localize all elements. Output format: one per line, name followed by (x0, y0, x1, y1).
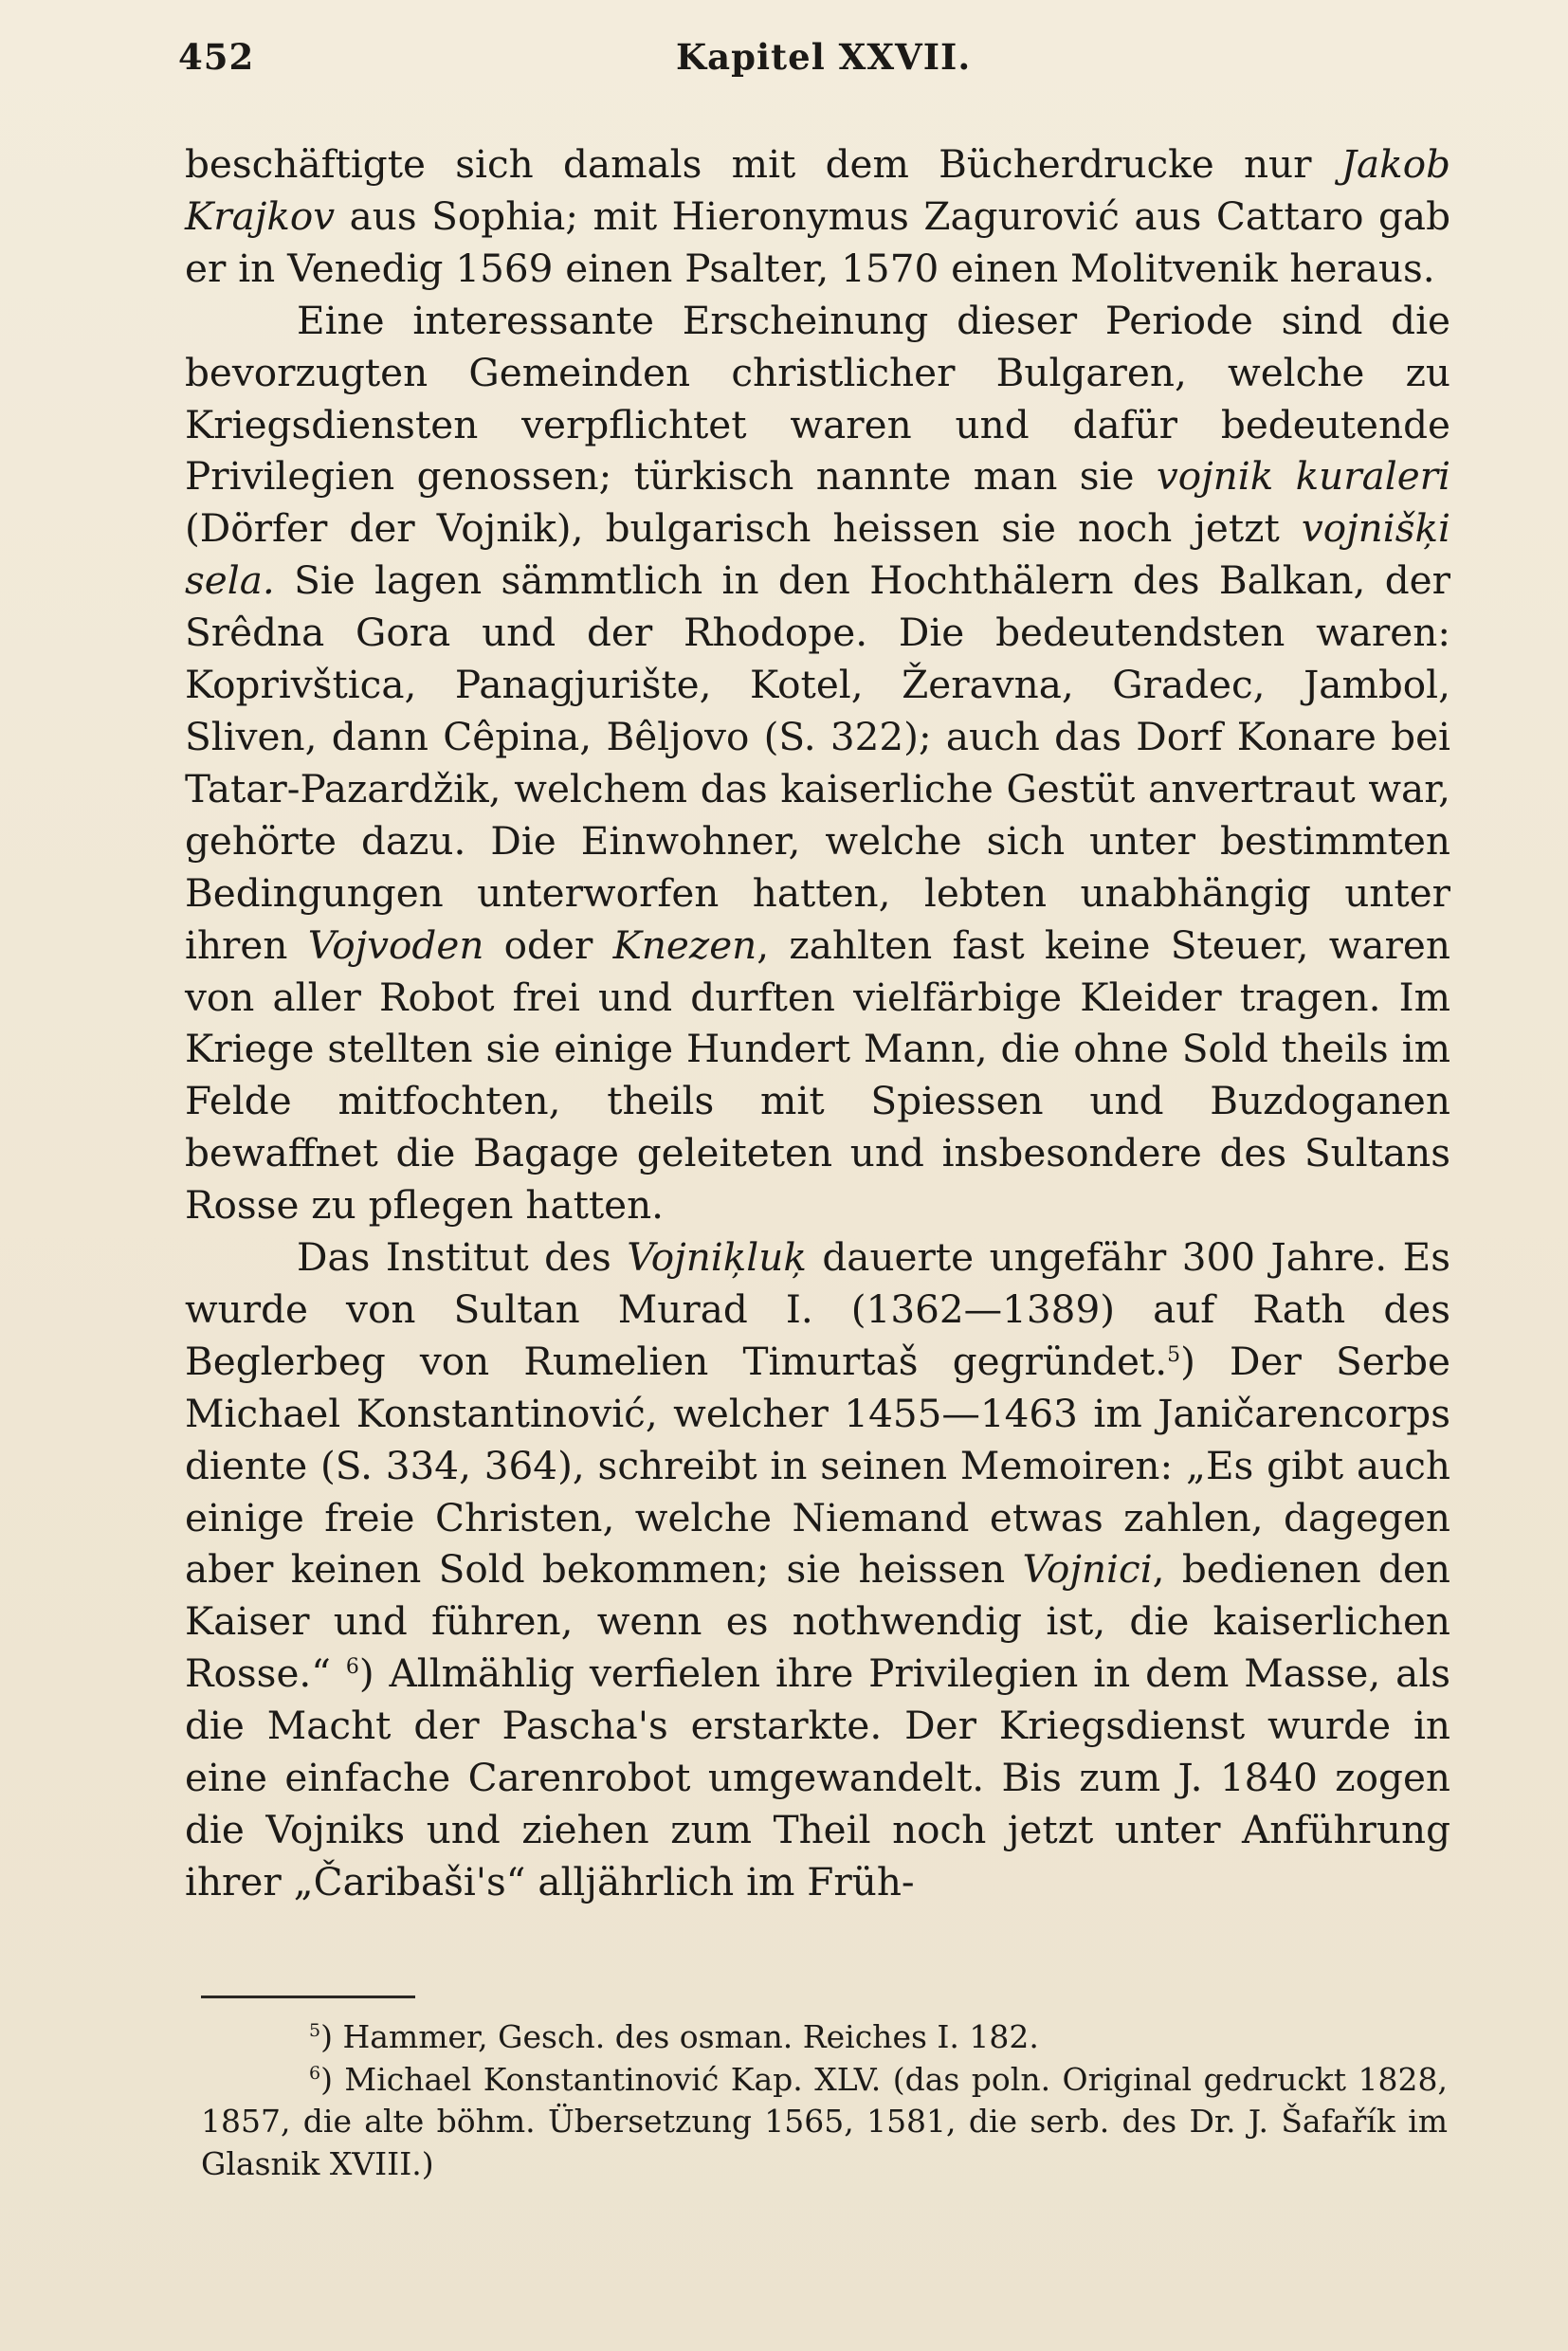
footnote-ref-6[interactable]: 6 (345, 1655, 359, 1680)
paragraph-1 (185, 138, 1450, 295)
page-number: 452 (178, 36, 255, 78)
paragraph-3 (185, 1231, 1450, 1908)
italic-term: vojnik kuraleri (1156, 453, 1450, 500)
footnote-mark: 5 (309, 2020, 321, 2041)
chapter-title: Kapitel XXVII. (676, 36, 972, 78)
italic-term: vojnišķi sela. (185, 505, 1450, 604)
text-run: aus Sophia; mit Hieronymus Zagurović aus Cattaro gab er in Venedig 1569 einen Psalter, 1570 einen Molitvenik heraus. (185, 192, 1450, 291)
text-run: , bedienen den Kaiser und führen, wenn es nothwendig ist, die kaiserlichen Rosse.“ (185, 1546, 1450, 1697)
footnotes (201, 2016, 1448, 2185)
footnote-6 (201, 2059, 1448, 2186)
paragraph-2 (185, 295, 1450, 1231)
italic-term: Vojniķluķ (627, 1234, 807, 1281)
body-text (185, 138, 1450, 1908)
italic-term: Vojvoden (307, 921, 484, 968)
text-run: Sie lagen sämmtlich in den Hochthälern des Balkan, der Srêdna Gora und der Rhodope. Die bedeutendsten waren: Koprivštica, Panagjurište, Kotel, Žeravna, Gradec, Jambol, Sliven, dann Cêpina, Bêljovo (S. 322); auch das Dorf Konare bei Tatar-Pazardžik, welchem das kaiserliche Gestüt anvertraut war, gehörte dazu. Die Einwohner, welche sich unter bestimmten Bedingungen unterworfen hatten, lebten unabhängig unter ihren (185, 557, 1450, 968)
footnote-ref-5[interactable]: 5 (1167, 1342, 1181, 1367)
footnote-divider (201, 1996, 415, 1998)
text-run: ) Allmählig verfielen ihre Privilegien in dem Masse, als die Macht der Pascha's erstarkte. Der Kriegsdienst wurde in eine einfache Carenrobot umgewandelt. Bis zum J. 1840 zogen die Vojniks und ziehen zum Theil noch jetzt unter Anführung ihrer „Čaribaši's“ alljährlich im Früh- (185, 1650, 1450, 1904)
text-run: Das Institut des (297, 1234, 628, 1281)
italic-term: Knezen (612, 921, 757, 968)
text-run: ) Der Serbe Michael Konstantinović, welcher 1455—1463 im Janičarencorps diente (S. 334, 364), schreibt in seinen Memoiren: „Es gibt auch einige freie Christen, welche Niemand etwas zahlen, dagegen aber keinen Sold bekommen; sie heissen (185, 1338, 1450, 1593)
footnote-text: ) Michael Konstantinović Kap. XLV. (das poln. Original gedruckt 1828, 1857, die alte böhm. Übersetzung 1565, 1581, die serb. des Dr. J. Šafařík im Glasnik XVIII.) (201, 2060, 1448, 2182)
text-run: (Dörfer der Vojnik), bulgarisch heissen sie noch jetzt (185, 505, 1302, 552)
italic-term: Jakob Krajkov (185, 141, 1450, 239)
text-run: dauerte ungefähr 300 Jahre. Es wurde von Sultan Murad I. (1362—1389) auf Rath des Beglerbeg von Rumelien Timurtaš gegründet. (185, 1234, 1450, 1384)
text-run: beschäftigte sich damals mit dem Bücherdrucke nur (185, 141, 1341, 187)
footnote-mark: 6 (309, 2062, 321, 2084)
footnote-5 (201, 2016, 1448, 2059)
text-run: Eine interessante Erscheinung dieser Periode sind die bevorzugten Gemeinden christlicher Bulgaren, welche zu Kriegsdiensten verpflichtet waren und dafür bedeutende Privilegien genossen; türkisch nannte man sie (185, 297, 1450, 500)
running-head (178, 36, 1449, 93)
italic-term: Vojnici (1022, 1546, 1153, 1593)
text-run: , zahlten fast keine Steuer, waren von aller Robot frei und durften vielfärbige Kleider tragen. Im Kriege stellten sie einige Hundert Mann, die ohne Sold theils im Felde mitfochten, theils mit Spiessen und Buzdoganen bewaffnet die Bagage geleiteten und insbesondere des Sultans Rosse zu pflegen hatten. (185, 921, 1450, 1229)
footnote-text: ) Hammer, Gesch. des osman. Reiches I. 182. (320, 2018, 1039, 2055)
text-run: oder (483, 921, 613, 968)
